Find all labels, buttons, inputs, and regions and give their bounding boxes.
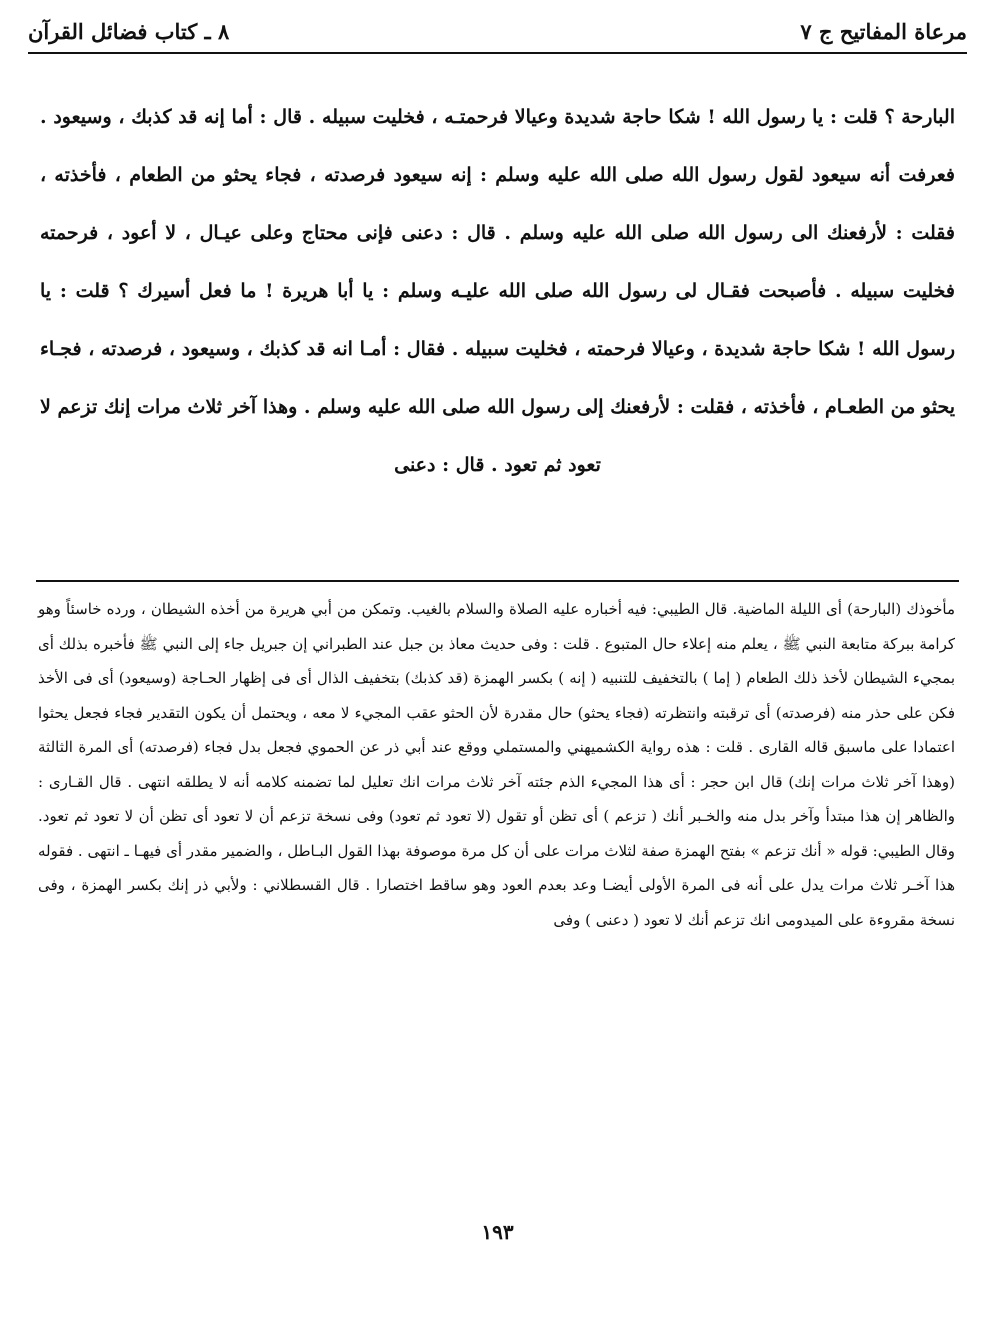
running-title-left: ٨ ـ كتاب فضائل القرآن [28,18,230,44]
footnote-divider [36,580,959,582]
commentary-text: مأخوذك (البارحة) أى الليلة الماضية. قال الطيبي: فيه أخباره عليه الصلاة والسلام بالغيب. وتمكن من أبي هريرة من أخذه الشيطان ، ورده خاسئاً وهو كرامة ببركة متابعة النبي ﷺ ، يعلم منه إعلاء حال المتبوع . قلت : وفى حديث معاذ بن جبل عند الطبراني إن جبريل جاء إلى النبي ﷺ فأخبره بذلك أى بمجيء الشيطان لأخذ ذلك الطعام ( إما ) بالتخفيف للتنبيه ( إنه ) بكسر الهمزة (قد كذبك) بتخفيف الذال أى فى إظهار الحـاجة (وسيعود) أى فى الأخذ فكن على حذر منه (فرصدته) أى ترقبته وانتظرته (فجاء يحثو) حال مقدرة لأن الحثو عقب المجيء لا معه ، ويحتمل أن يكون التقدير فجاء فجعل يحثوا اعتمادا على ماسبق قاله القارى . قلت : هذه رواية الكشميهني والمستملي ووقع عند أبي ذر عن الحموي فجعل بدل فجاء (فرصدته) أى المرة الثالثة (وهذا آخر ثلاث مرات إنك) قال ابن حجر : أى هذا المجيء الذم جئته آخر ثلاث مرات انك تعليل لما تضمنه كلامه أنه لا يطلقه انتهى . قال القـارى : والظاهر إن هذا مبتدأ وآخر بدل منه والخـبر أنك ( تزعم ) أى تظن أو تقول (لا تعود ثم تعود) وفى نسخة تزعم أن لا تعود أى تظن أن لا تعود ثم تعود. وقال الطيبي: قوله « أنك تزعم » بفتح الهمزة صفة لثلاث مرات على أن كل مرة موصوفة بهذا القول البـاطل ، والضمير مقدر أى فيهـا ـ انتهى . فقوله هذا آخـر ثلاث مرات يدل على أنه فى المرة الأولى أيضـا وعد بعدم العود وهو ساقط اختصارا . قال القسطلاني : ولأبي ذر إنك بكسر الهمزة ، وفى نسخة مقروءة على الميدومى انك تزعم أنك لا تعود ( دعنى ) وفى [38,600,955,929]
hadith-text: البارحة ؟ قلت : يا رسول الله ! شكا حاجة شديدة وعيالا فرحمتـه ، فخليت سبيله . قال : أما إنه قد كذبك ، وسيعود . فعرفت أنه سيعود لقول رسول الله صلى الله عليه وسلم : إنه سيعود فرصدته ، فجاء يحثو من الطعام ، فأخذته ، فقلت : لأرفعنك الى رسول الله صلى الله عليه وسلم . قال : دعنى فإنى محتاج وعلى عيـال ، لا أعود ، فرحمته فخليت سبيله . فأصبحت فقـال لى رسول الله صلى الله عليـه وسلم : يا أبا هريرة ! ما فعل أسيرك ؟ قلت : يا رسول الله ! شكا حاجة شديدة ، وعيالا فرحمته ، فخليت سبيله . فقال : أمـا انه قد كذبك ، وسيعود ، فرصدته ، فجـاء يحثو من الطعـام ، فأخذته ، فقلت : لأرفعنك إلى رسول الله صلى الله عليه وسلم . وهذا آخر ثلاث مرات إنك تزعم لا تعود ثم تعود . قال : دعنى [40,106,955,476]
page-header [28,10,967,54]
running-title-right: مرعاة المفاتيح ج ٧ [800,18,967,44]
page-number: ١٩٣ [481,1220,514,1244]
